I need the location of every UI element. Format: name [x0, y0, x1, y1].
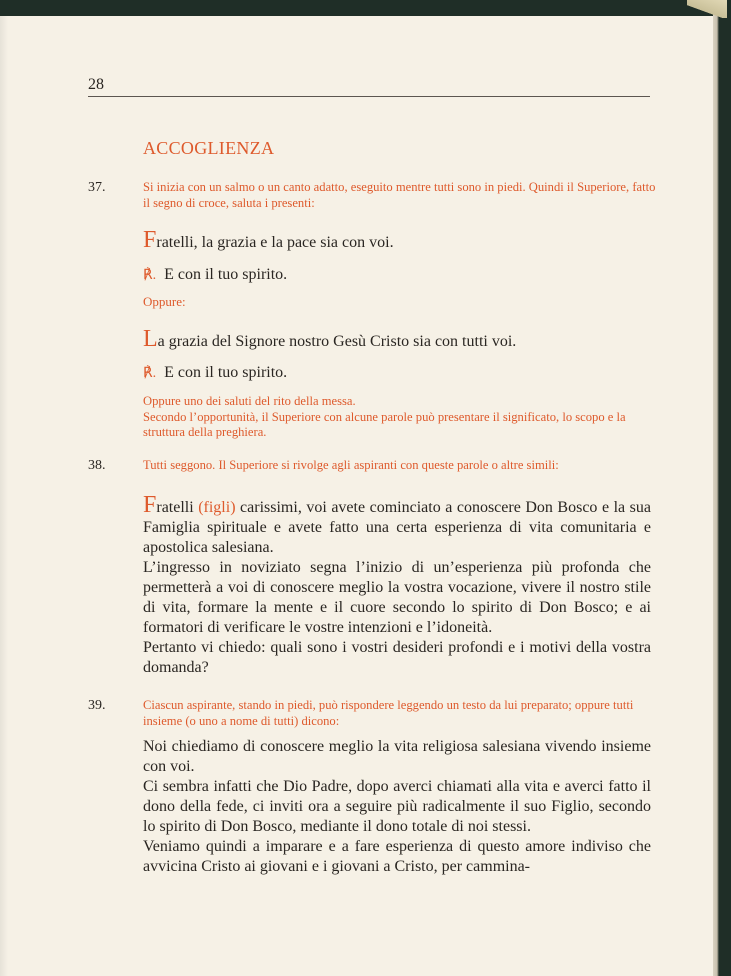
rubric-39: Ciascun aspirante, stando in piedi, può rispondere leggendo un testo da lui preparato; oppure tutti insieme (o uno a nome di tutti) dicono: [143, 698, 634, 728]
page-corner [687, 0, 727, 18]
greeting-1-text: ratelli, la grazia e la pace sia con voi. [156, 234, 394, 251]
response-text [143, 737, 651, 877]
response-p1: Noi chiediamo di conoscere meglio la vita religiosa salesiana vivendo insieme con voi. [143, 738, 651, 775]
address-p1-start: ratelli [156, 499, 199, 516]
paragraph-number: 39. [88, 698, 106, 713]
rubric-37: Si inizia con un salmo o un canto adatto, eseguito mentre tutti sono in piedi. Quindi il Superiore, fatto il segno di croce, saluta i presenti: [143, 180, 656, 210]
response-2 [143, 364, 287, 382]
address-text [143, 492, 652, 678]
paragraph-number: 38. [88, 458, 106, 473]
greeting-1 [143, 227, 394, 254]
rubric-notes [143, 394, 655, 441]
address-p2: L’ingresso in noviziato segna l’inizio di un’esperienza più profonda che permetterà a voi di conoscere meglio la vostra vocazione, vivere il nostro stile di vita, formare la mente e il cuore secondo lo spirito di Don Bosco; e ai formatori di verificare le vostre intenzioni e l’idoneità. [143, 559, 651, 636]
note-2: Secondo l’opportunità, il Superiore con alcune parole può presentare il significato, lo scopo e la struttura della preghiera. [143, 409, 626, 439]
address-p1-rest: carissimi, voi avete cominciato a conoscere Don Bosco e la sua Famiglia spirituale e avete fatto una certa esperienza di vita comunitaria e apostolica salesiana. [143, 499, 652, 556]
alt-word: (figli) [198, 499, 236, 516]
book-binding-right [713, 0, 731, 976]
oppure-label: Oppure: [143, 294, 186, 309]
response-p3: Veniamo quindi a imparare e a fare esperienza di questo amore indiviso che avvicina Cristo ai giovani e i giovani a Cristo, per cammina- [143, 838, 651, 875]
page-gutter-shade [0, 16, 8, 976]
greeting-2-text: a grazia del Signore nostro Gesù Cristo sia con tutti voi. [157, 333, 517, 350]
response-icon: ℟. [143, 366, 157, 381]
response-icon: ℟. [143, 268, 157, 283]
drop-initial: F [143, 492, 157, 518]
response-1 [143, 266, 287, 284]
greeting-2 [143, 326, 516, 353]
section-title: ACCOGLIENZA [143, 138, 275, 158]
page-number: 28 [88, 76, 104, 93]
drop-initial: L [143, 326, 158, 352]
paragraph-number: 37. [88, 180, 106, 195]
rubric-38: Tutti seggono. Il Superiore si rivolge agli aspiranti con queste parole o altre simili: [143, 458, 559, 472]
address-p1 [143, 492, 652, 558]
drop-initial: F [143, 227, 157, 253]
response-p2: Ci sembra infatti che Dio Padre, dopo averci chiamati alla vita e averci fatto il dono della fede, ci inviti ora a seguire più radicalmente il suo Figlio, secondo lo spirito di Don Bosco, mediante il dono totale di noi stessi. [143, 778, 651, 835]
response-2-text: E con il tuo spirito. [164, 364, 288, 381]
response-1-text: E con il tuo spirito. [164, 266, 288, 283]
address-p3: Pertanto vi chiedo: quali sono i vostri desideri profondi e i motivi della vostra domanda? [143, 639, 651, 676]
book-binding-top [0, 0, 731, 16]
note-1: Oppure uno dei saluti del rito della messa. [143, 394, 356, 408]
header-rule [88, 96, 650, 97]
